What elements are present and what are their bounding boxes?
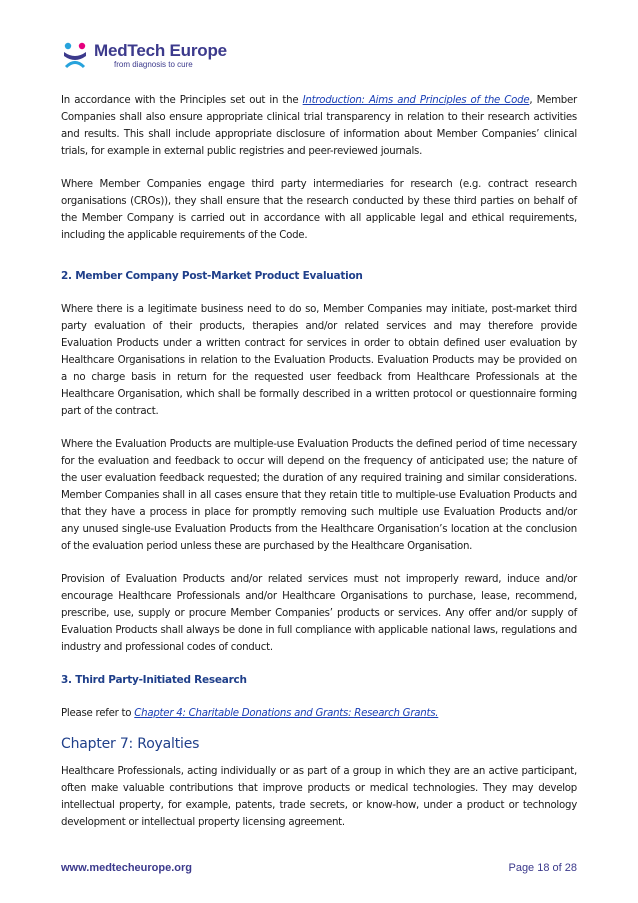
logo-tagline: from diagnosis to cure <box>114 59 193 69</box>
paragraph-refer-chapter-4 <box>61 705 577 722</box>
paragraph-evaluation-products: Where there is a legitimate business need to do so, Member Companies may initiate, post-market third party evaluation of their products, therapies and/or related services and may therefore provide Evaluation Products under a written contract for services in order to obtain defined user evaluation by Healthcare Organisations in relation to the Evaluation Products. Evaluation Products may be provided on a no charge basis in return for the requested user feedback from Healthcare Professionals at the Healthcare Organisation, which shall be formally described in a written protocol or questionnaire forming part of the contract. <box>61 304 577 417</box>
section-2-heading: 2. Member Company Post-Market Product Evaluation <box>61 270 363 282</box>
footer-page-number: Page 18 of 28 <box>508 862 577 874</box>
paragraph-provision-evaluation: Provision of Evaluation Products and/or related services must not improperly reward, induce and/or encourage Healthcare Professionals and/or Healthcare Organisations to purchase, lease, recommend, prescribe, use, supply or procure Member Companies’ products or services. Any offer and/or supply of Evaluation Products shall always be done in full compliance with applicable national laws, regulations and industry and professional codes of conduct. <box>61 574 577 653</box>
paragraph-multiple-use-evaluation: Where the Evaluation Products are multiple-use Evaluation Products the defined period of time necessary for the evaluation and feedback to occur will depend on the frequency of anticipated use; the nature of the user evaluation feedback requested; the duration of any required training and similar considerations. Member Companies shall in all cases ensure that they retain title to multiple-use Evaluation Products and that they have a process in place for promptly removing such multiple use Evaluation Products and/or any unused single-use Evaluation Products from the Healthcare Organisation’s location at the conclusion of the evaluation period unless these are purchased by the Healthcare Organisation. <box>61 439 577 552</box>
logo-name: MedTech Europe <box>94 40 227 60</box>
link-chapter-4-research-grants[interactable]: Chapter 4: Charitable Donations and Grants: Research Grants. <box>134 708 439 719</box>
medtech-europe-logo <box>60 38 227 72</box>
chapter-7-heading: Chapter 7: Royalties <box>61 736 200 752</box>
paragraph-clinical-transparency <box>61 92 577 160</box>
section-3-heading: 3. Third Party-Initiated Research <box>61 674 247 686</box>
paragraph-royalties: Healthcare Professionals, acting individually or as part of a group in which they are an active participant, often make valuable contributions that improve products or medical technologies. They may develop intellectual property, for example, patents, trade secrets, or know-how, under a product or technology development or intellectual property licensing agreement. <box>61 766 577 828</box>
p1-text-after: , Member Companies shall also ensure appropriate clinical trial transparency in relation to their research activities and results. This shall include appropriate disclosure of information about Member Companies’ clinical trials, for example in external public registries and peer-reviewed journals. <box>61 95 577 157</box>
document-body <box>61 92 577 831</box>
footer-url[interactable]: www.medtecheurope.org <box>61 862 193 874</box>
medtech-logo-icon <box>60 40 90 70</box>
p6-text-before: Please refer to <box>61 708 135 719</box>
p1-text-before: In accordance with the Principles set out in the <box>61 95 303 106</box>
page-footer <box>61 862 577 874</box>
link-introduction-aims-principles[interactable]: Introduction: Aims and Principles of the Code <box>302 95 530 106</box>
paragraph-third-party-intermediaries: Where Member Companies engage third party intermediaries for research (e.g. contract research organisations (CROs)), they shall ensure that the research conducted by these third parties on behalf of the Member Company is carried out in accordance with all applicable legal and ethical requirements, including the applicable requirements of the Code. <box>61 179 577 241</box>
